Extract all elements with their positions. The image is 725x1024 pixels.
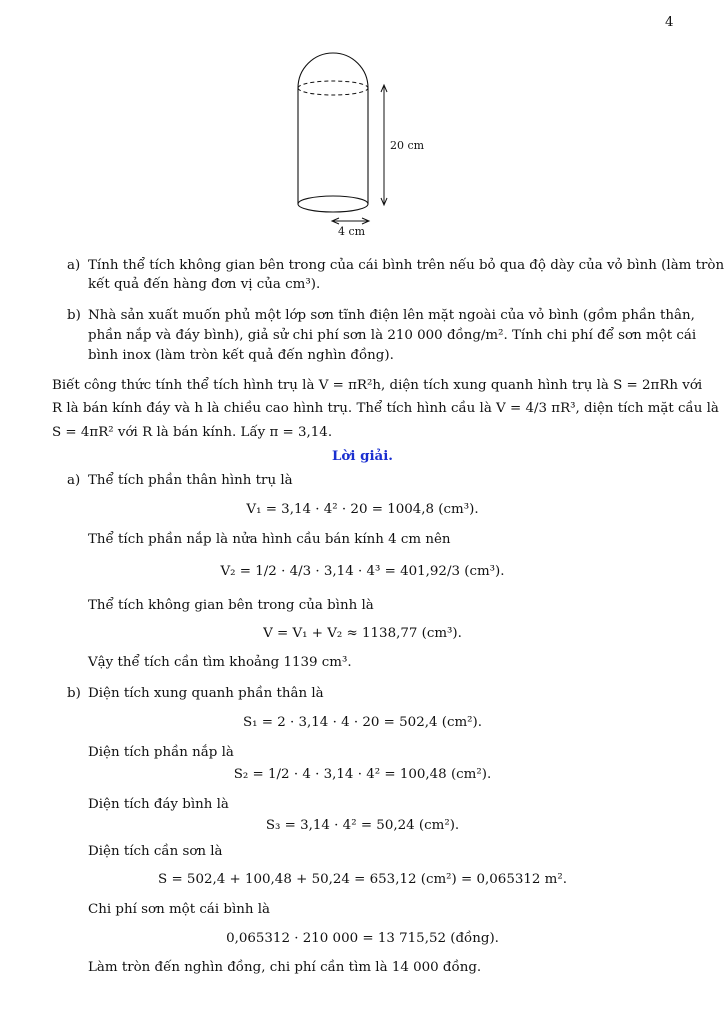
solution-b-text5: Chi phí sơn một cái bình là <box>88 902 271 917</box>
solution-a-marker: a) <box>67 473 81 488</box>
solution-b-text2: Diện tích phần nắp là <box>88 745 234 760</box>
solution-a-intro: Thể tích phần thân hình trụ là <box>88 473 293 488</box>
solution-a-eq2: V₂ = 1/2 · 4/3 · 3,14 · 4³ = 401,92/3 (cm³). <box>220 564 505 579</box>
solution-b-intro: Diện tích xung quanh phần thân là <box>88 686 324 701</box>
solution-b-conclusion: Làm tròn đến nghìn đồng, chi phí cần tìm là 14 000 đồng. <box>88 960 482 975</box>
solution-b-eq5: 0,065312 · 210 000 = 13 715,52 (đồng). <box>226 931 499 946</box>
solution-title: Lời giải. <box>332 448 393 464</box>
question-a-line-1: Tính thể tích không gian bên trong của cái bình trên nếu bỏ qua độ dày của vỏ bình (làm tròn <box>88 258 725 273</box>
formula-note-line-3: S = 4πR² với R là bán kính. Lấy π = 3,14. <box>52 425 333 440</box>
top-ellipse-back <box>298 81 368 88</box>
height-label: 20 cm <box>390 139 425 152</box>
solution-a-eq1: V₁ = 3,14 · 4² · 20 = 1004,8 (cm³). <box>246 502 479 517</box>
solution-a-conclusion: Vậy thể tích cần tìm khoảng 1139 cm³. <box>88 655 352 670</box>
question-a-marker: a) <box>67 258 81 273</box>
diameter-label: 4 cm <box>338 225 366 238</box>
solution-b-marker: b) <box>67 686 81 701</box>
solution-a-text3: Thể tích không gian bên trong của bình là <box>88 598 374 613</box>
formula-note-line-2: R là bán kính đáy và h là chiều cao hình trụ. Thể tích hình cầu là V = 4/3 πR³, diện tích mặt cầu là <box>52 401 719 416</box>
solution-b-text3: Diện tích đáy bình là <box>88 797 229 812</box>
page-number: 4 <box>665 15 674 30</box>
solution-b-eq3: S₃ = 3,14 · 4² = 50,24 (cm²). <box>265 818 460 833</box>
question-b-line-2: phần nắp và đáy bình), giả sử chi phí sơn là 210 000 đồng/m². Tính chi phí để sơn một cái <box>88 328 697 343</box>
question-a-line-2: kết quả đến hàng đơn vị của cm³). <box>88 277 321 292</box>
question-b-line-1: Nhà sản xuất muốn phủ một lớp sơn tĩnh điện lên mặt ngoài của vỏ bình (gồm phần thân, <box>88 308 695 323</box>
solution-a-eq3: V = V₁ + V₂ ≈ 1138,77 (cm³). <box>263 626 462 641</box>
top-ellipse-front <box>298 88 368 95</box>
solution-b-eq2: S₂ = 1/2 · 4 · 3,14 · 4² = 100,48 (cm²). <box>233 767 492 782</box>
bottom-ellipse <box>298 196 368 212</box>
solution-b-eq4: S = 502,4 + 100,48 + 50,24 = 653,12 (cm²) = 0,065312 m². <box>158 872 567 887</box>
formula-note-line-1: Biết công thức tính thể tích hình trụ là V = πR²h, diện tích xung quanh hình trụ là S = 2πRh với <box>52 378 703 393</box>
question-b-line-3: bình inox (làm tròn kết quả đến nghìn đồng). <box>88 348 394 363</box>
question-b-marker: b) <box>67 308 81 323</box>
hemisphere-cap <box>298 53 368 88</box>
solution-a-text2: Thể tích phần nắp là nửa hình cầu bán kính 4 cm nên <box>88 532 451 547</box>
solution-b-text4: Diện tích cần sơn là <box>88 844 223 859</box>
solution-b-eq1: S₁ = 2 · 3,14 · 4 · 20 = 502,4 (cm²). <box>242 715 483 730</box>
